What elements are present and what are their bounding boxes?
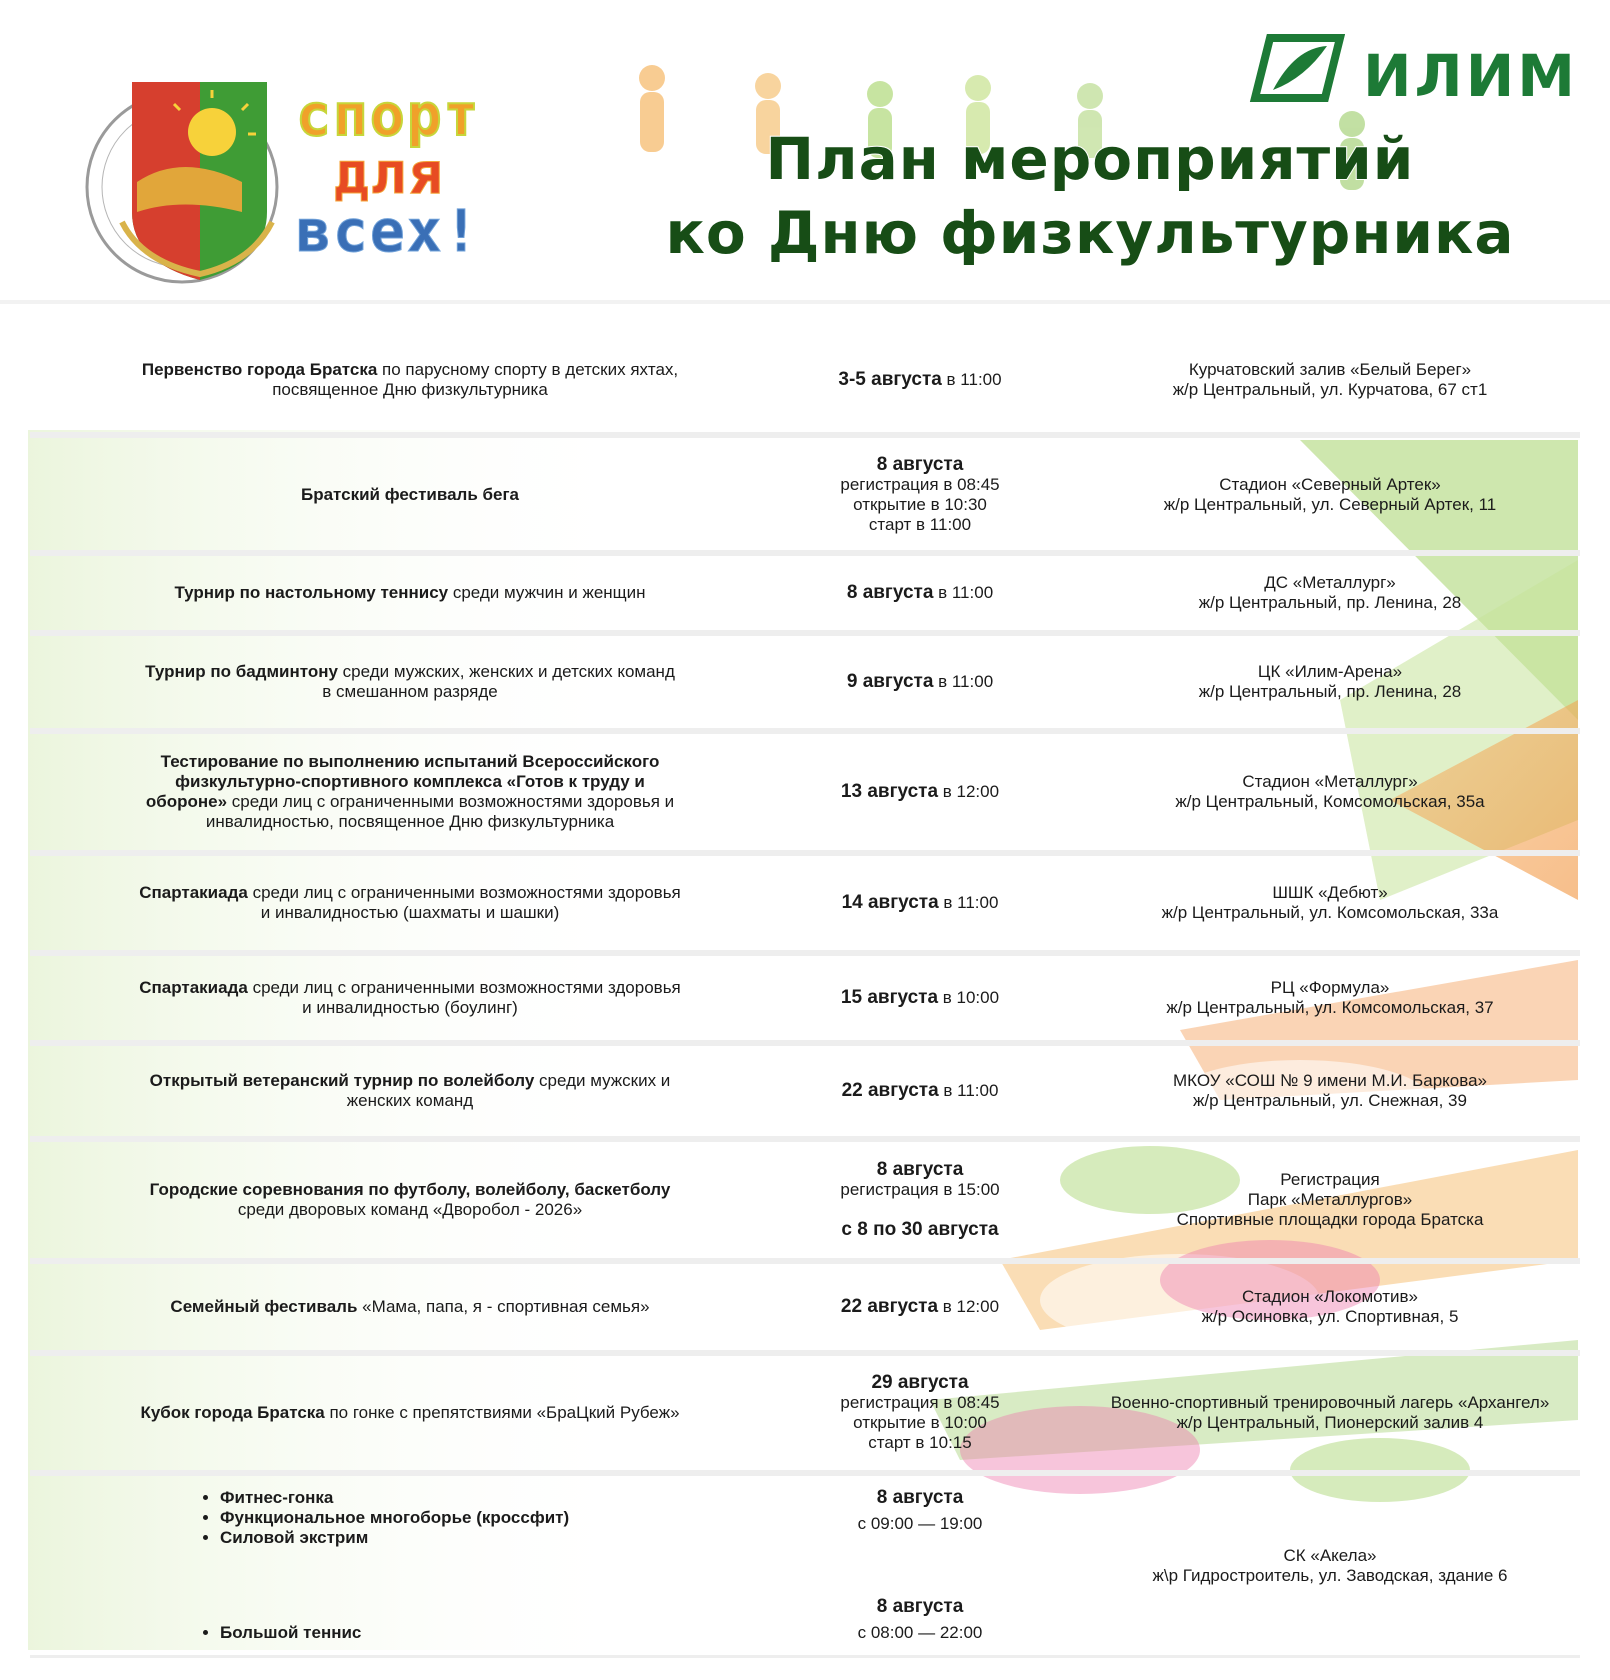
event-date: 22 августа в 12:00 xyxy=(840,1296,1000,1317)
event-name: Тестирование по выполнению испытаний Всероссийского физкультурно-спортивного комплекса «Готов к труду и обороне» среди лиц с ограниченными возможностями здоровья и инвалидностью, посвященное Дню физкультурника xyxy=(145,752,675,831)
table-row xyxy=(30,1478,1580,1653)
event-name: Городские соревнования по футболу, волейболу, баскетболу среди дворовых команд «Дворобол - 2026» xyxy=(149,1180,671,1219)
page-title-line-1: План мероприятий xyxy=(765,125,1415,193)
slogan-line-2: для xyxy=(334,139,445,207)
event-place: ДС «Металлург» ж/р Центральный, пр. Ленина, 28 xyxy=(1198,573,1462,612)
event-place: СК «Акела» ж\р Гидростроитель, ул. Заводская, здание 6 xyxy=(1152,1545,1508,1585)
list-item: • Фитнес-гонка xyxy=(220,1488,720,1508)
event-place: Стадион «Северный Артек» ж/р Центральный, ул. Северный Артек, 11 xyxy=(1163,475,1497,514)
event-date: 9 августа в 11:00 xyxy=(846,671,994,692)
event-date: 15 августа в 10:00 xyxy=(840,987,1000,1008)
page-title-line-2: ко Дню физкультурника xyxy=(665,199,1515,267)
event-place: Стадион «Металлург» ж/р Центральный, Комсомольская, 35а xyxy=(1175,772,1485,811)
slogan-line-3: всех! xyxy=(296,197,481,265)
event-name xyxy=(100,1478,720,1653)
event-name: Спартакиада среди лиц с ограниченными возможностями здоровья и инвалидностью (шахматы и шашки) xyxy=(139,883,681,922)
event-name: Спартакиада среди лиц с ограниченными возможностями здоровья и инвалидностью (боулинг) xyxy=(139,978,681,1017)
event-place: Военно-спортивный тренировочный лагерь «Архангел» ж/р Центральный, Пионерский залив 4 xyxy=(1110,1393,1550,1432)
table-row xyxy=(30,1048,1580,1134)
event-name: Турнир по настольному теннису среди мужчин и женщин xyxy=(174,583,646,602)
table-row xyxy=(30,958,1580,1038)
brand-name: ИЛИМ xyxy=(1363,42,1578,110)
event-date: 3-5 августа в 11:00 xyxy=(838,369,1002,390)
event-place: МКОУ «СОШ № 9 имени М.И. Баркова» ж/р Центральный, ул. Снежная, 39 xyxy=(1173,1071,1487,1110)
event-name: Открытый ветеранский турнир по волейболу среди мужских и женских команд xyxy=(149,1071,671,1110)
table-row xyxy=(30,440,1580,550)
table-row xyxy=(30,1266,1580,1348)
event-name: Турнир по бадминтону среди мужских, женских и детских команд в смешанном разряде xyxy=(145,662,675,701)
event-list-a xyxy=(100,1488,720,1548)
event-date: 29 августа регистрация в 08:45 открытие в 10:00 старт в 10:15 xyxy=(840,1372,1000,1452)
event-date: 14 августа в 11:00 xyxy=(841,892,999,913)
event-date: 8 августа регистрация в 08:45 открытие в 10:30 старт в 11:00 xyxy=(840,454,1000,534)
table-row xyxy=(30,558,1580,628)
event-name: Кубок города Братска по гонке с препятствиями «БраЦкий Рубеж» xyxy=(140,1403,680,1422)
list-item: • Большой теннис xyxy=(220,1623,720,1643)
table-row xyxy=(30,736,1580,848)
event-date: 13 августа в 12:00 xyxy=(840,781,1000,802)
list-item: • Функциональное многоборье (кроссфит) xyxy=(220,1508,720,1528)
event-date: 22 августа в 11:00 xyxy=(841,1080,999,1101)
table-row xyxy=(30,1358,1580,1468)
event-list-b xyxy=(100,1623,720,1643)
slogan-line-1: спорт xyxy=(296,81,481,149)
event-name: Семейный фестиваль «Мама, папа, я - спортивная семья» xyxy=(170,1297,650,1316)
event-place: Регистрация Парк «Металлургов» Спортивные площадки города Братска xyxy=(1176,1170,1484,1229)
table-row xyxy=(30,858,1580,948)
event-date: 8 августа регистрация в 15:00 с 8 по 30 августа xyxy=(840,1159,1000,1240)
event-place: Курчатовский залив «Белый Берег» ж/р Центральный, ул. Курчатова, 67 ст1 xyxy=(1172,360,1488,399)
event-place: РЦ «Формула» ж/р Центральный, ул. Комсомольская, 37 xyxy=(1166,978,1494,1017)
table-row xyxy=(30,638,1580,726)
list-item: • Силовой экстрим xyxy=(220,1528,720,1548)
event-place: Стадион «Локомотив» ж/р Осиновка, ул. Спортивная, 5 xyxy=(1201,1287,1459,1326)
table-row xyxy=(30,330,1580,430)
event-name: Первенство города Братска по парусному спорту в детских яхтах, посвященное Дню физкультурника xyxy=(141,360,679,399)
event-date: 8 августа в 11:00 xyxy=(846,582,994,603)
table-row xyxy=(30,1144,1580,1256)
event-name: Братский фестиваль бега xyxy=(300,485,519,504)
event-place: ЦК «Илим-Арена» ж/р Центральный, пр. Ленина, 28 xyxy=(1198,662,1462,701)
event-date: 8 августа с 09:00 — 19:00 8 августа с 08:00 — 22:00 xyxy=(857,1487,983,1642)
event-place: ШШК «Дебют» ж/р Центральный, ул. Комсомольская, 33а xyxy=(1161,883,1499,922)
